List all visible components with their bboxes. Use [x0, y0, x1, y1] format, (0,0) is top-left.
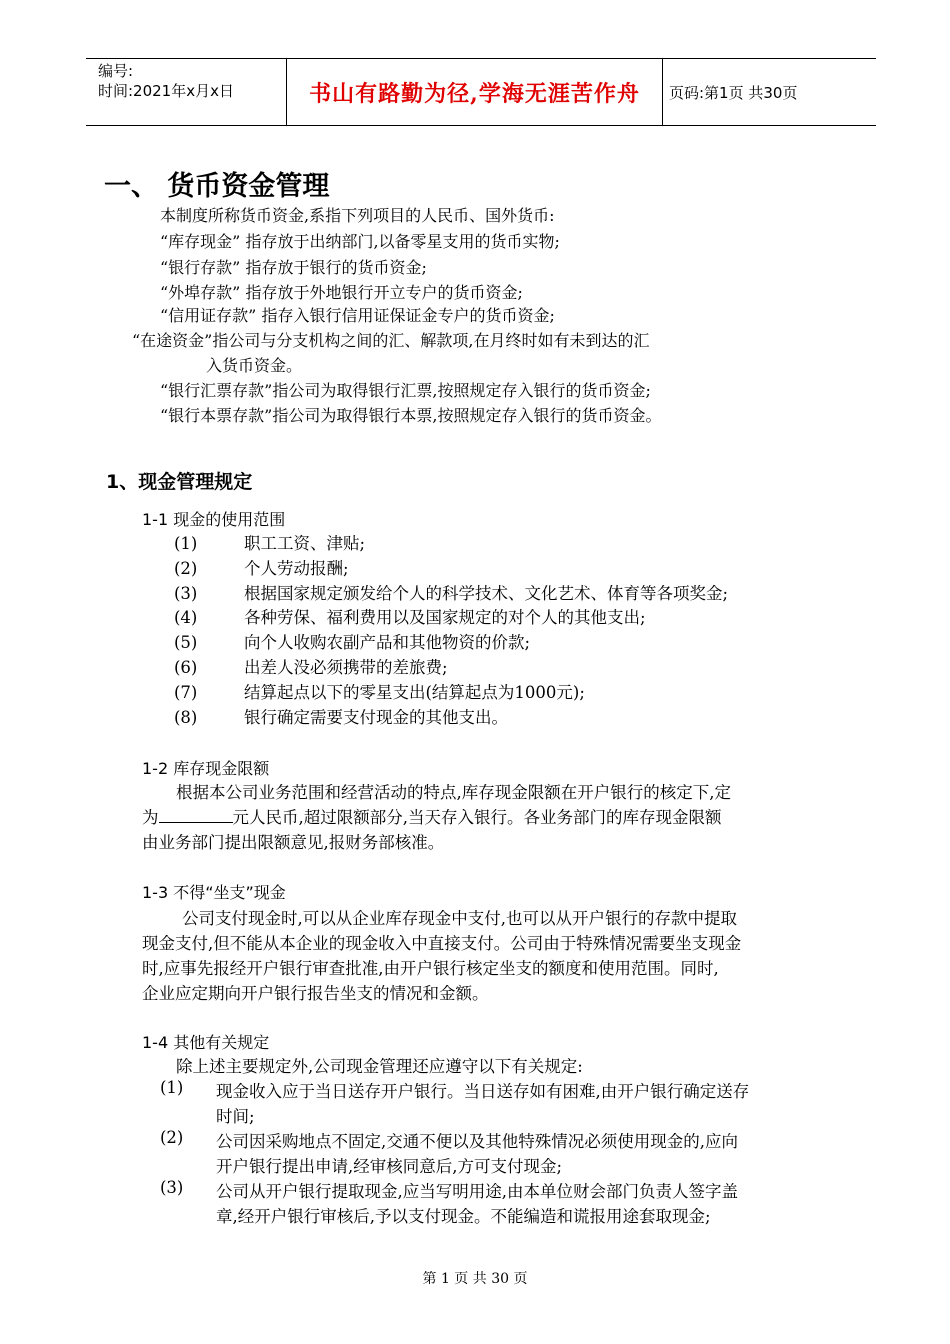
list-item-number: (6) [174, 658, 198, 677]
subsection-title: 1-4 其他有关规定 [142, 1033, 270, 1052]
cash-section-title: 1、现金管理规定 [106, 471, 253, 493]
document-number-label: 编号: [98, 62, 134, 80]
list-item-number: (1) [174, 534, 198, 553]
list-item-text: 时间; [216, 1107, 255, 1126]
paragraph-line: 由业务部门提出限额意见,报财务部核准。 [142, 833, 445, 852]
paragraph-text: 元人民币,超过限额部分,当天存入银行。各业务部门的库存现金限额 [232, 808, 722, 827]
list-item-text: 公司因采购地点不固定,交通不便以及其他特殊情况必须使用现金的,应向 [216, 1132, 738, 1151]
list-item-text: 根据国家规定颁发给个人的科学技术、文化艺术、体育等各项奖金; [244, 584, 729, 603]
header-motto-cell [286, 59, 663, 125]
intro-line: 入货币资金。 [206, 356, 303, 375]
paragraph-line: 时,应事先报经开户银行审查批准,由开户银行核定坐支的额度和使用范围。同时, [142, 959, 719, 978]
list-item-number: (8) [174, 708, 198, 727]
paragraph-line: 企业应定期向开户银行报告坐支的情况和金额。 [142, 984, 489, 1003]
list-item-text: 公司从开户银行提取现金,应当写明用途,由本单位财会部门负责人签字盖 [216, 1182, 738, 1201]
page-footer: 第 1 页 共 30 页 [422, 1271, 528, 1287]
list-item-number: (3) [174, 584, 198, 603]
list-item-number: (4) [174, 608, 198, 627]
list-item-text: 章,经开户银行审核后,予以支付现金。不能编造和谎报用途套取现金; [216, 1207, 711, 1226]
intro-line: “库存现金” 指存放于出纳部门,以备零星支用的货币实物; [160, 232, 560, 251]
subsection-title: 1-1 现金的使用范围 [142, 510, 286, 529]
list-item-text: 各种劳保、福利费用以及国家规定的对个人的其他支出; [244, 608, 646, 627]
list-item-number: (2) [174, 559, 198, 578]
list-item [174, 530, 365, 554]
intro-line: “银行存款” 指存放于银行的货币资金; [160, 258, 427, 277]
paragraph-line: 公司支付现金时,可以从企业库存现金中支付,也可以从开户银行的存款中提取 [182, 909, 737, 928]
list-item-text: 出差人没必须携带的差旅费; [244, 658, 448, 677]
paragraph-line: 现金支付,但不能从本企业的现金收入中直接支付。公司由于特殊情况需要坐支现金 [142, 934, 742, 953]
list-item-text: 银行确定需要支付现金的其他支出。 [244, 708, 508, 727]
list-item-number: (3) [160, 1178, 184, 1197]
list-item [174, 704, 508, 728]
fill-in-blank [159, 805, 233, 823]
paragraph-line: 除上述主要规定外,公司现金管理还应遵守以下有关规定: [176, 1057, 583, 1076]
intro-line: “银行汇票存款”指公司为取得银行汇票,按照规定存入银行的货币资金; [160, 381, 651, 400]
header-page-label: 页码:第1页 共30页 [669, 83, 798, 102]
list-item [174, 654, 448, 678]
list-item-text: 个人劳动报酬; [244, 559, 349, 578]
list-item-text: 结算起点以下的零星支出(结算起点为1000元); [244, 683, 585, 702]
list-item-text: 开户银行提出申请,经审核同意后,方可支付现金; [216, 1157, 563, 1176]
intro-line: “在途资金”指公司与分支机构之间的汇、解款项,在月终时如有未到达的汇 [132, 331, 650, 350]
paragraph-text: 为 [142, 808, 159, 827]
header-motto: 书山有路勤为径,学海无涯苦作舟 [309, 80, 640, 107]
list-item [174, 580, 728, 604]
section-title: 一、 货币资金管理 [104, 171, 330, 202]
list-item-number: (7) [174, 683, 198, 702]
intro-line: 本制度所称货币资金,系指下列项目的人民币、国外货币: [160, 206, 555, 225]
intro-line: “银行本票存款”指公司为取得银行本票,按照规定存入银行的货币资金。 [160, 406, 662, 425]
page-header [86, 58, 876, 126]
intro-line: “信用证存款” 指存入银行信用证保证金专户的货币资金; [160, 306, 555, 325]
paragraph-line: 根据本公司业务范围和经营活动的特点,库存现金限额在开户银行的核定下,定 [176, 783, 731, 802]
header-page-cell [661, 59, 876, 125]
header-meta [86, 59, 286, 125]
list-item [174, 604, 646, 628]
document-time-label: 时间:2021年x月x日 [98, 82, 234, 100]
list-item-number: (1) [160, 1078, 184, 1097]
list-item [174, 679, 585, 703]
list-item-number: (5) [174, 633, 198, 652]
paragraph-line [142, 804, 722, 828]
list-item-number: (2) [160, 1128, 184, 1147]
subsection-title: 1-3 不得“坐支”现金 [142, 883, 286, 902]
list-item [174, 555, 349, 579]
intro-line: “外埠存款” 指存放于外地银行开立专户的货币资金; [160, 283, 523, 302]
list-item-text: 职工工资、津贴; [244, 534, 366, 553]
list-item-text: 向个人收购农副产品和其他物资的价款; [244, 633, 531, 652]
list-item-text: 现金收入应于当日送存开户银行。当日送存如有困难,由开户银行确定送存 [216, 1082, 750, 1101]
list-item [174, 629, 530, 653]
subsection-title: 1-2 库存现金限额 [142, 759, 270, 778]
